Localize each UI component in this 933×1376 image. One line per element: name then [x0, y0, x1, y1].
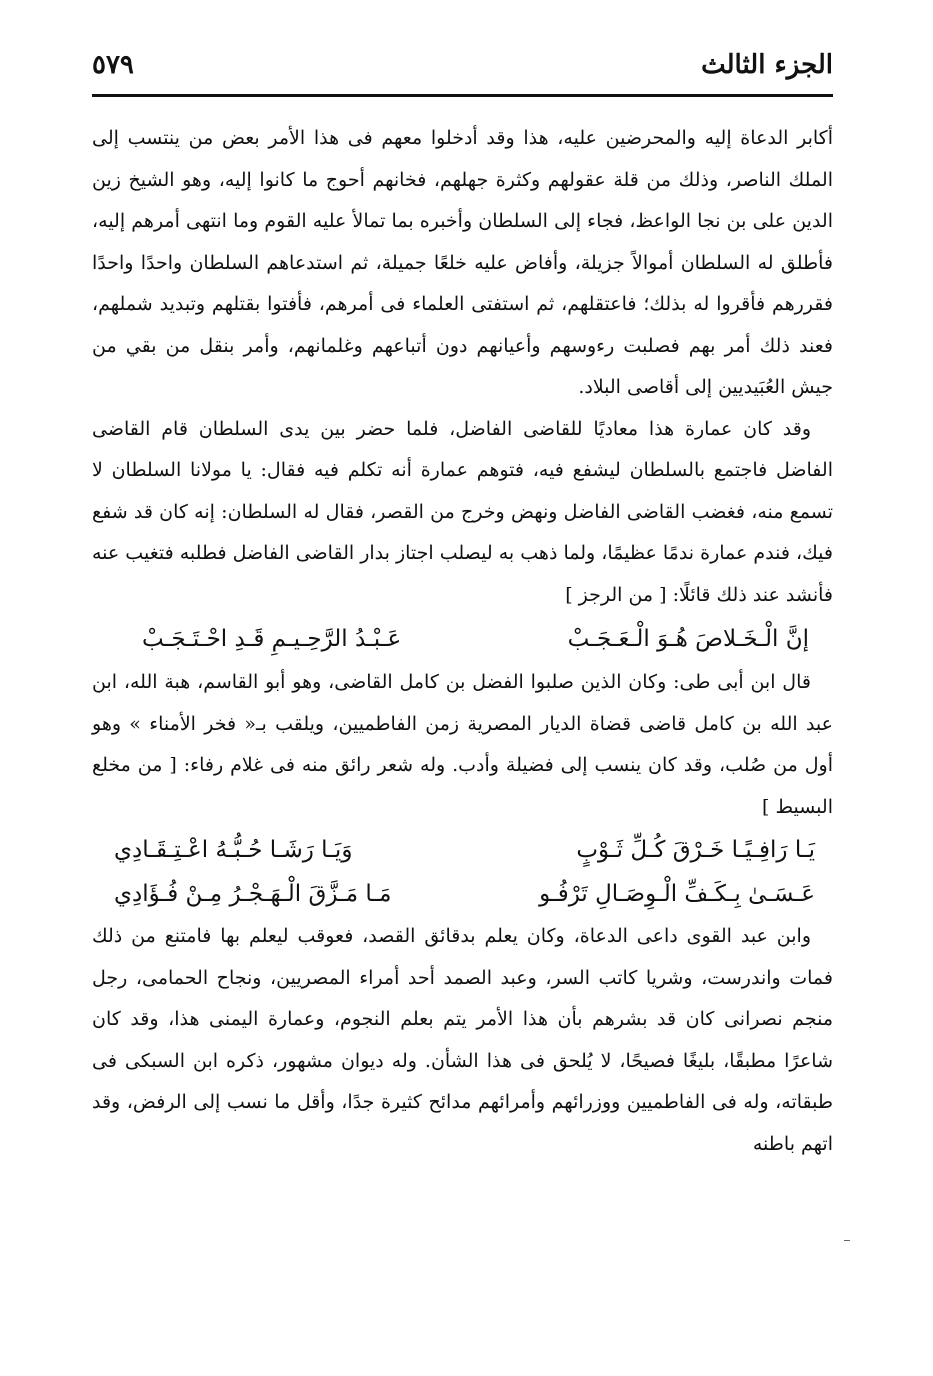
- verse-line-basit-2: [92, 872, 833, 916]
- verse-hemistich-first: إنَّ الْـخَـلاصَ هُـوَ الْـعَـجَـبْ: [567, 626, 809, 652]
- verse-hemistich-second: عَـبْـدُ الرَّحِـيـمِ قَـدِ احْـتَـجَـبْ: [142, 626, 402, 652]
- verse-line-basit-1: [92, 828, 833, 872]
- page-number: ٥٧٩: [92, 50, 134, 80]
- verse-hemistich-second: وَيَـا رَشَـا حُـبُّـهُ اعْـتِـقَـادِي: [114, 837, 353, 863]
- page-body: [92, 118, 833, 1165]
- verse-hemistich-first: يَـا رَافِـيًـا خَـرْقَ كُـلِّ ثَـوْبٍ: [576, 837, 815, 863]
- paragraph-2: وقد كان عمارة هذا معاديًا للقاضى الفاضل، فلما حضر بين يدى السلطان قام القاضى الفاضل فاجتمع بالسلطان ليشفع فيه، فتوهم عمارة أنه تكلم فيه فقال: يا مولانا السلطان لا تسمع منه، فغضب القاضى الفاضل ونهض وخرج من القصر، فقال له السلطان: إنه كان قد شفع فيك، فندم عمارة ندمًا عظيمًا، ولما ذهب به ليصلب اجتاز بدار القاضى الفاضل فطلبه فتغيب عنه فأنشد عند ذلك قائلًا: [ من الرجز ]: [92, 417, 833, 606]
- running-header: [92, 46, 833, 92]
- header-rule: [92, 94, 833, 97]
- verse-line-rajaz: [92, 616, 833, 662]
- verse-hemistich-second: مَـا مَـزَّقَ الْـهَـجْـرُ مِـنْ فُـؤَادِي: [114, 881, 392, 907]
- paragraph-4: وابن عبد القوى داعى الدعاة، وكان يعلم بدقائق القصد، فعوقب ليعلم بها فامتنع من ذلك فمات واندرست، وشريا كاتب السر، وعبد الصمد أحد أمراء المصريين، ونجاح الحمامى، رجل منجم نصرانى كان قد بشرهم بأن هذا الأمر يتم بعلم النجوم، وعمارة اليمنى هذا، وقد كان شاعرًا مطبقًا، بليغًا فصيحًا، لا يُلحق فى هذا الشأن. وله ديوان مشهور، ذكره ابن السبكى فى طبقاته، وله فى الفاطميين ووزرائهم وأمرائهم مدائح كثيرة جدًا، وأقل ما نسب إلى الرفض، وقد اتهم باطنه: [92, 925, 833, 1155]
- paragraph-3: قال ابن أبى طى: وكان الذين صلبوا الفضل بن كامل القاضى، وهو أبو القاسم، هبة الله، ابن عبد الله بن كامل قاضى قضاة الديار المصرية زمن الفاطميين، ويلقب بـ« فخر الأمناء » وهو أول من صُلب، وقد كان ينسب إلى فضيلة وأدب. وله شعر رائق منه فى غلام رفاء: [ من مخلع البسيط ]: [92, 671, 833, 818]
- verse-hemistich-first: عَـسَـىٰ بِـكَـفِّ الْـوِصَـالِ تَرْفُـو: [539, 881, 815, 907]
- volume-title: الجزء الثالث: [701, 50, 833, 80]
- paragraph-1: أكابر الدعاة إليه والمحرضين عليه، هذا وقد أدخلوا معهم فى هذا الأمر بعض من ينتسب إلى الملك الناصر، وذلك من قلة عقولهم وكثرة جهلهم، فخانهم أحوج ما كانوا إليه، وهو الشيخ زين الدين على بن نجا الواعظ، فجاء إلى السلطان وأخبره بما تمالأ عليه القوم وما انتهى أمرهم إليه، فأطلق له السلطان أموالاً جزيلة، وأفاض عليه خلعًا جميلة، ثم استدعاهم السلطان واحدًا واحدًا فقررهم فأقروا له بذلك؛ فاعتقلهم، ثم استفتى العلماء فى أمرهم، فأفتوا بقتلهم وتبديد شملهم، فعند ذلك أمر بهم فصلبت رءوسهم وأعيانهم دون أتباعهم وغلمانهم، وأمر بنقل من بقي من جيش العُبَيديين إلى أقاصى البلاد.: [92, 127, 833, 398]
- margin-mark: [844, 1240, 850, 1241]
